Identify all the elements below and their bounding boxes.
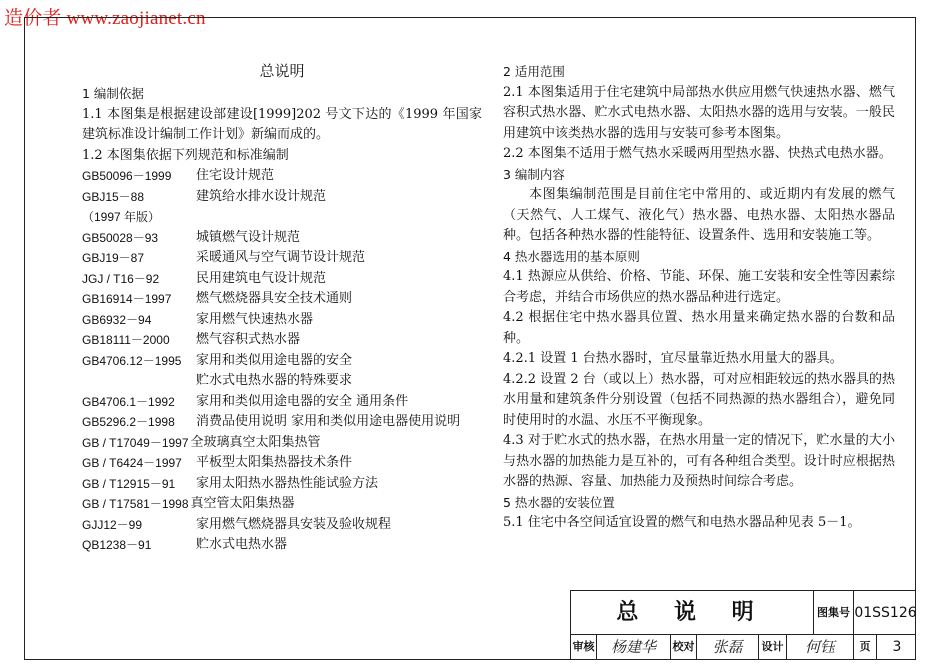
- standard-code: GB4706.12－1995: [82, 353, 182, 368]
- paragraph-4-3: 4.3 对于贮水式的热水器，在热水用量一定的情况下，贮水量的大小与热水器的加热能力是互补的，可有各种组合类型。设计时应根据热水器的热源、容量、加热能力及预热时间综合考虑。: [503, 433, 895, 489]
- standard-name: 城镇燃气设计规范: [196, 229, 301, 245]
- standard-row: [82, 166, 482, 187]
- review-signature: 杨建华: [597, 635, 671, 659]
- standard-row: [82, 474, 482, 495]
- standards-list: [82, 166, 482, 556]
- check-signature: 张磊: [697, 635, 759, 659]
- standard-name: 消费品使用说明 家用和类似用途电器使用说明: [196, 414, 461, 429]
- standard-code: GB / T12915－91: [82, 476, 176, 491]
- standard-name: 家用太阳热水器热性能试验方法: [196, 475, 379, 491]
- section-heading-3: 3 编制内容: [503, 166, 565, 182]
- left-column: [82, 60, 482, 556]
- standard-code: GB18111－2000: [82, 333, 170, 347]
- standard-name: 贮水式电热水器: [196, 537, 288, 552]
- standard-row: [82, 412, 482, 433]
- standard-name: [196, 207, 482, 228]
- standard-code: GB / T6424－1997: [82, 456, 182, 470]
- paragraph-1-1: 1.1 本图集是根据建设部建设[1999]202 号文下达的《1999 年国家建筑标准设计编制工作计划》新编而成的。: [82, 106, 482, 142]
- paragraph-4-2-1: 4.2.1 设置 1 台热水器时，宜尽量靠近热水用量大的器具。: [503, 351, 843, 366]
- design-signature: 何钰: [787, 635, 854, 659]
- watermark-text: 造价者 www.zaojianet.cn: [4, 8, 206, 29]
- standard-code: GBJ15－88: [82, 189, 145, 204]
- paragraph-3: 本图集编制范围是目前住宅中常用的、或近期内有发展的燃气（天然气、人工煤气、液化气）热水器、电热水器、太阳热水器品种。包括各种热水器的性能特征、设置条件、选用和安装施工等。: [503, 187, 895, 243]
- right-column: [503, 60, 895, 534]
- standard-row: [82, 371, 482, 392]
- standard-name: 家用和类似用途电器的安全 通用条件: [196, 393, 409, 409]
- standard-row: [82, 494, 482, 515]
- standard-code: GB / T17581－1998: [82, 497, 189, 511]
- standard-name: 住宅设计规范: [196, 168, 275, 183]
- section-heading-4: 4 热水器选用的基本原则: [503, 248, 640, 264]
- standard-code: GB / T17049－1997: [82, 435, 189, 450]
- page-label: 页: [854, 635, 877, 659]
- standard-row: [82, 515, 482, 536]
- standard-name: 民用建筑电气设计规范: [196, 270, 327, 286]
- title-block: [570, 590, 916, 660]
- standard-row: [82, 310, 482, 331]
- page-title: 总说明: [259, 62, 305, 80]
- paragraph-2-2: 2.2 本图集不适用于燃气热水采暖两用型热水器、快热式电热水器。: [503, 146, 892, 161]
- page-number: 3: [892, 639, 902, 655]
- standard-code: GB6932－94: [82, 312, 152, 327]
- standard-row: [82, 330, 482, 351]
- paragraph-4-2-2: 4.2.2 设置 2 台（或以上）热水器，可对应相距较远的热水器具的热水用量和建筑条件分别设置（包括不同热源的热水器组合），避免同时使用时的水温、水压不平衡现象。: [503, 371, 895, 428]
- standard-name: 平板型太阳集热器技术条件: [196, 455, 353, 470]
- standard-row: [82, 207, 482, 228]
- standard-name: 建筑给水排水设计规范: [196, 188, 327, 204]
- atlas-number: 01SS126: [854, 605, 917, 621]
- standard-code: JGJ / T16－92: [82, 271, 160, 286]
- review-label: 审核: [571, 635, 597, 659]
- section-heading-5: 5 热水器的安装位置: [503, 494, 615, 510]
- standard-code: （1997 年版）: [82, 210, 161, 224]
- paragraph-2-1: 2.1 本图集适用于住宅建筑中局部热水供应用燃气快速热水器、燃气容积式热水器、贮水式电热水器、太阳热水器的选用与安装。一般民用建筑中该类热水器的选用与安装可参考本图集。: [503, 84, 895, 141]
- standard-row: [82, 228, 482, 249]
- standard-name: 燃气燃烧器具安全技术通则: [196, 291, 353, 306]
- check-label: 校对: [671, 635, 697, 659]
- standard-code: GB4706.1－1992: [82, 394, 175, 409]
- section-heading-2: 2 适用范围: [503, 64, 565, 79]
- standard-row: [82, 535, 482, 556]
- standard-row: [82, 392, 482, 413]
- paragraph-4-1: 4.1 热源应从供给、价格、节能、环保、施工安装和安全性等因素综合考虑，并结合市场供应的热水器品种进行选定。: [503, 269, 895, 305]
- standard-code: GB50028－93: [82, 230, 159, 245]
- standard-row: [82, 187, 482, 208]
- standard-row: [82, 453, 482, 474]
- design-label: 设计: [759, 635, 787, 659]
- section-heading-1: 1 编制依据: [82, 86, 144, 101]
- standard-row: [82, 289, 482, 310]
- standard-name: 家用燃气燃烧器具安装及验收规程: [196, 516, 392, 532]
- standard-code: GB50096－1999: [82, 169, 172, 183]
- standard-name: 家用和类似用途电器的安全: [196, 352, 353, 368]
- standard-code: GBJ19－87: [82, 251, 145, 265]
- standard-name: 真空管太阳集热器: [190, 496, 295, 511]
- standard-row: [82, 433, 482, 454]
- standard-code: GJJ12－99: [82, 517, 143, 532]
- paragraph-5-1: 5.1 住宅中各空间适宜设置的燃气和电热水器品种见表 5－1。: [503, 515, 861, 530]
- standard-name: 燃气容积式热水器: [196, 332, 301, 347]
- standard-name: 贮水式电热水器的特殊要求: [196, 373, 353, 388]
- standard-name: 采暖通风与空气调节设计规范: [196, 250, 366, 265]
- atlas-number-label: 图集号: [814, 591, 854, 635]
- standard-code: GB5296.2－1998: [82, 415, 175, 429]
- paragraph-1-2: 1.2 本图集依据下列规范和标准编制: [82, 147, 289, 163]
- standard-name: 全玻璃真空太阳集热管: [190, 434, 321, 450]
- standard-row: [82, 269, 482, 290]
- standard-code: GB16914－1997: [82, 292, 172, 306]
- paragraph-4-2: 4.2 根据住宅中热水器具位置、热水用量来确定热水器的台数和品种。: [503, 310, 895, 346]
- standard-code: QB1238－91: [82, 538, 152, 552]
- standard-name: 家用燃气快速热水器: [196, 311, 314, 327]
- standard-row: [82, 248, 482, 269]
- title-block-title: 总 说 明: [571, 591, 814, 635]
- standard-row: [82, 351, 482, 372]
